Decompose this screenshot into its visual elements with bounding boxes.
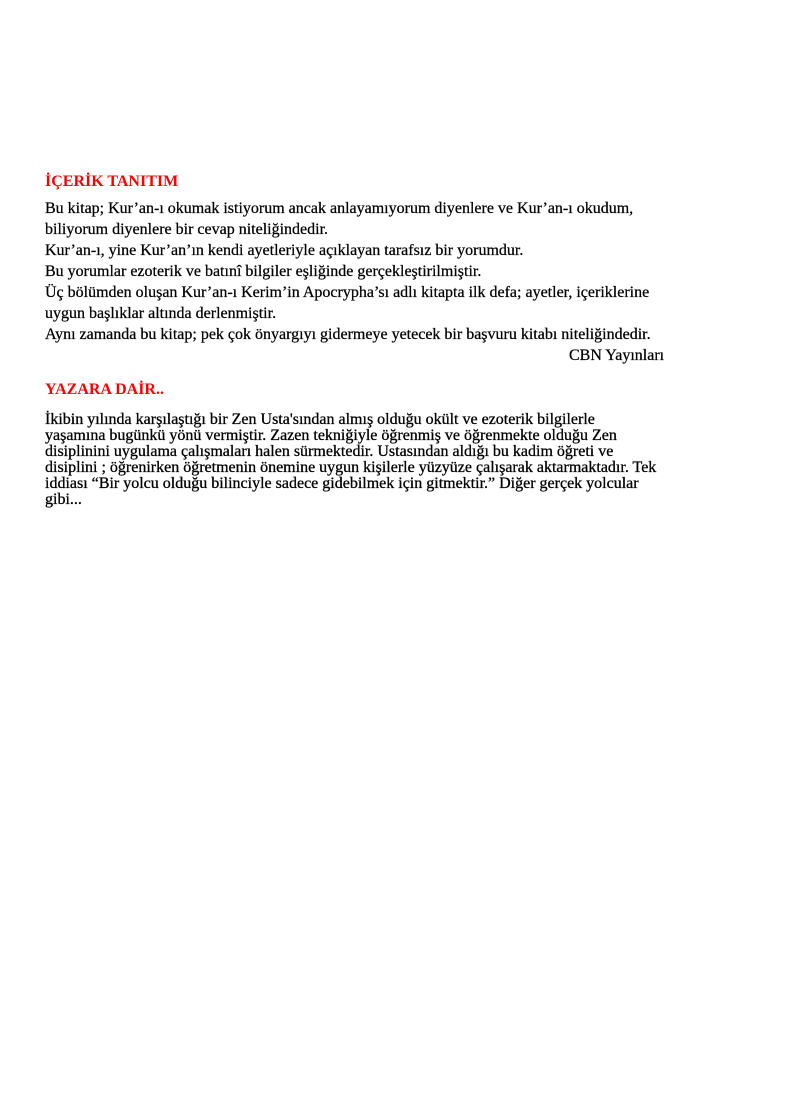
author-line: gibi... <box>45 491 82 508</box>
author-section <box>45 380 761 508</box>
intro-line: uygun başlıklar altında derlenmiştir. <box>45 305 277 322</box>
author-line: İkibin yılında karşılaştığı bir Zen Usta'sından almış olduğu okült ve ezoterik bilgilerle <box>45 411 595 428</box>
document-page <box>45 172 761 508</box>
intro-line: Bu yorumlar ezoterik ve batınî bilgiler eşliğinde gerçekleştirilmiştir. <box>45 263 482 280</box>
publisher-signature: CBN Yayınları <box>569 347 665 364</box>
intro-line: Aynı zamanda bu kitap; pek çok önyargıyı gidermeye yetecek bir başvuru kitabı niteliğindedir. <box>45 326 651 343</box>
author-line: iddiası “Bir yolcu olduğu bilinciyle sadece gidebilmek için gitmektir.” Diğer gerçek yolcular <box>45 475 639 492</box>
intro-line: Bu kitap; Kur’an-ı okumak istiyorum ancak anlayamıyorum diyenlere ve Kur’an-ı okudum, <box>45 200 634 217</box>
intro-line: Kur’an-ı, yine Kur’an’ın kendi ayetleriyle açıklayan tarafsız bir yorumdur. <box>45 242 524 259</box>
intro-heading: İÇERİK TANITIM <box>45 173 179 190</box>
author-heading: YAZARA DAİR.. <box>45 381 164 398</box>
author-line: yaşamına bugünkü yönü vermiştir. Zazen tekniğiyle öğrenmiş ve öğrenmekte olduğu Zen <box>45 427 617 444</box>
author-line: disiplinini uygulama çalışmaları halen sürmektedir. Ustasından aldığı bu kadim öğreti ve <box>45 443 614 460</box>
intro-line: biliyorum diyenlere bir cevap niteliğindedir. <box>45 221 329 238</box>
author-line: disiplini ; öğrenirken öğretmenin önemine uygun kişilerle yüzyüze çalışarak aktarmaktadır. Tek <box>45 459 657 476</box>
intro-line: Üç bölümden oluşan Kur’an-ı Kerim’in Apocrypha’sı adlı kitapta ilk defa; ayetler, içeriklerine <box>45 284 650 301</box>
intro-section <box>45 172 761 366</box>
